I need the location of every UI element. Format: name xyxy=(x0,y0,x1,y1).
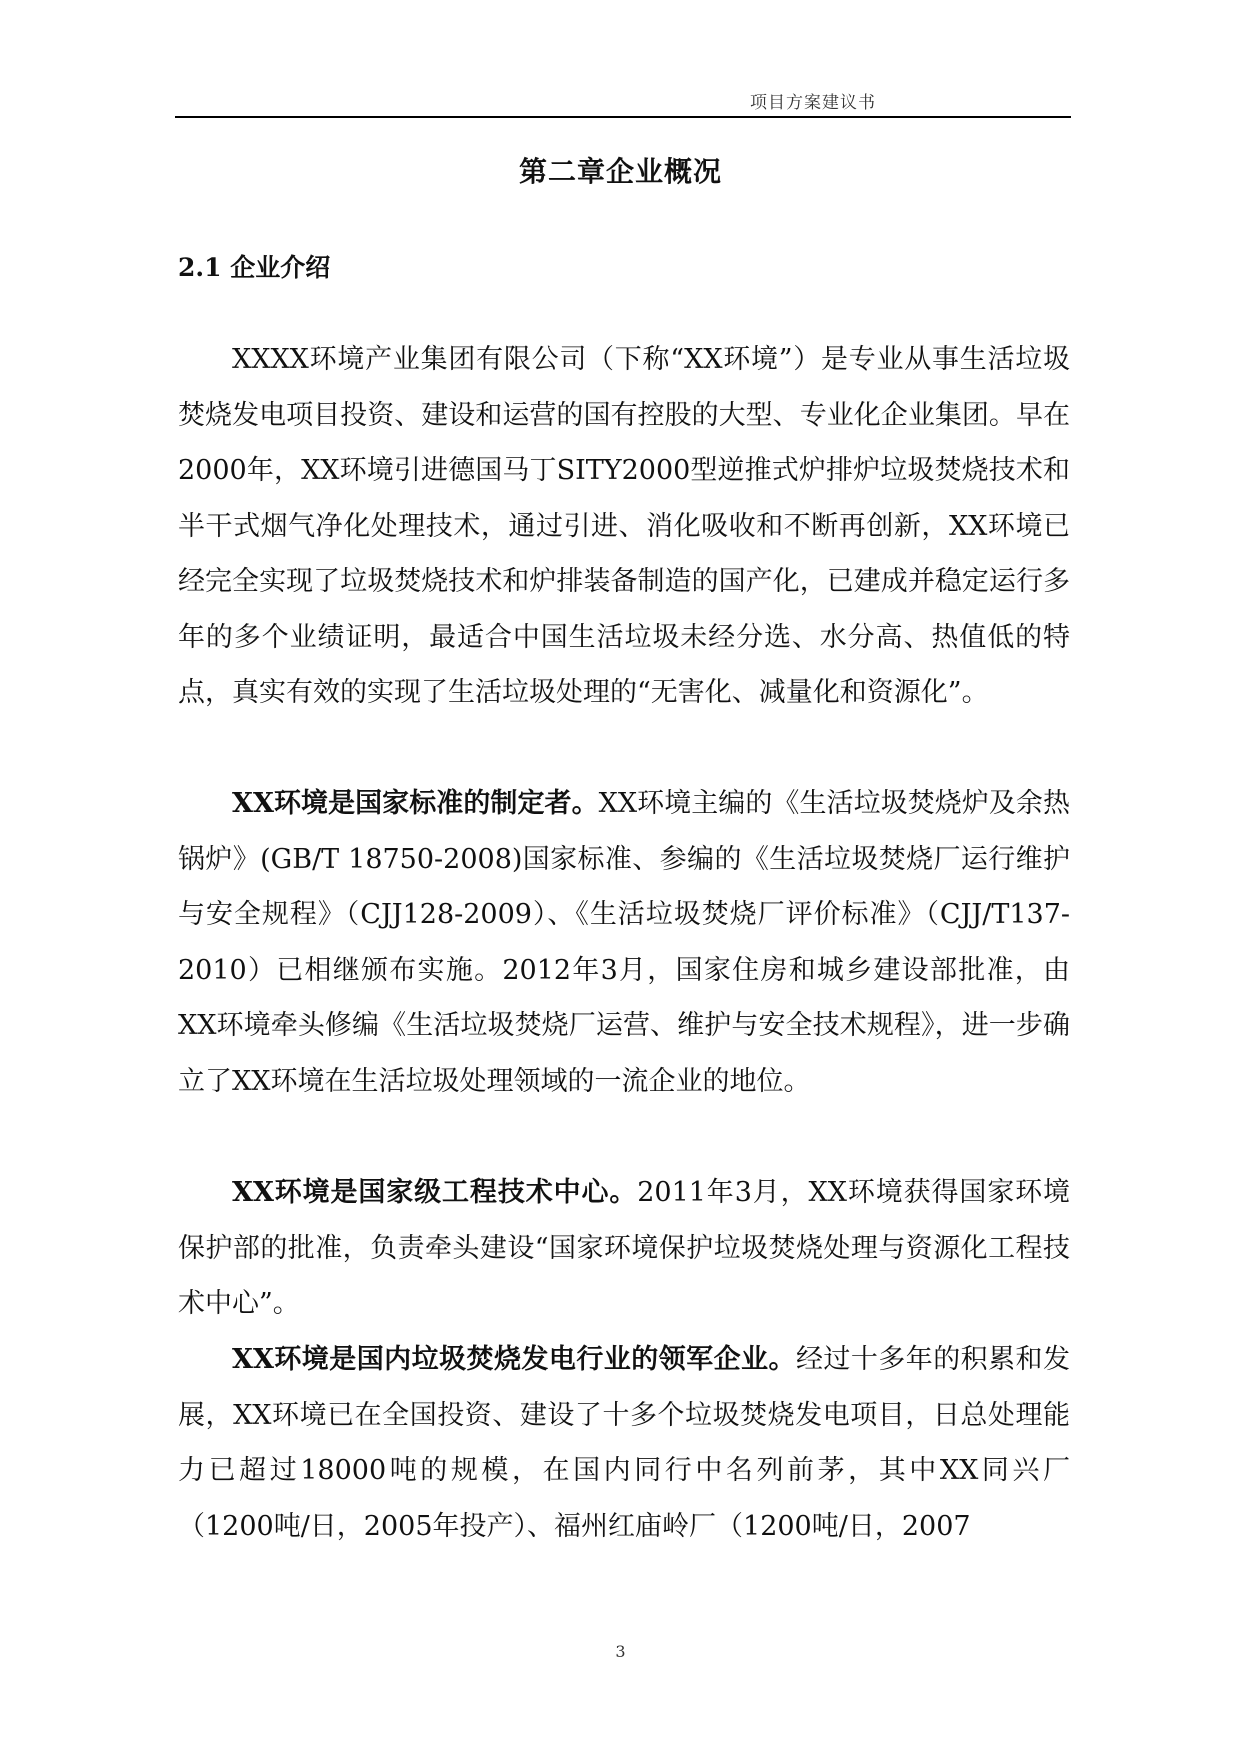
paragraph-intro xyxy=(178,332,1070,721)
page-number: 3 xyxy=(615,1642,626,1661)
section-title: 2.1 企业介绍 xyxy=(178,253,331,282)
page-header xyxy=(175,86,1071,118)
paragraph-tech-center xyxy=(178,1165,1070,1332)
paragraph-text: XX环境主编的《生活垃圾焚烧炉及余热锅炉》(GB/T 18750-2008)国家标准、参编的《生活垃圾焚烧厂运行维护与安全规程》（CJJ128-2009）、《生活垃圾焚烧厂评价标准》（CJJ/T137-2010）已相继颁布实施。2012年3月，国家住房和城乡建设部批准，由XX环境牵头修编《生活垃圾焚烧厂运营、维护与安全技术规程》，进一步确立了XX环境在生活垃圾处理领域的一流企业的地位。 xyxy=(178,788,1070,1097)
paragraph-standards xyxy=(178,776,1070,1109)
paragraph-text: XXXX环境产业集团有限公司（下称“XX环境”）是专业从事生活垃圾焚烧发电项目投资、建设和运营的国有控股的大型、专业化企业集团。早在2000年，XX环境引进德国马丁SITY2000型逆推式炉排炉垃圾焚烧技术和半干式烟气净化处理技术，通过引进、消化吸收和不断再创新，XX环境已经完全实现了垃圾焚烧技术和炉排装备制造的国产化，已建成并稳定运行多年的多个业绩证明，最适合中国生活垃圾未经分选、水分高、热值低的特点，真实有效的实现了生活垃圾处理的“无害化、减量化和资源化”。 xyxy=(178,344,1070,708)
chapter-title: 第二章企业概况 xyxy=(518,155,722,188)
paragraph-text: 2011年3月，XX环境获得国家环境保护部的批准，负责牵头建设“国家环境保护垃圾焚烧处理与资源化工程技术中心”。 xyxy=(178,1177,1070,1319)
paragraph-lead: XX环境是国内垃圾焚烧发电行业的领军企业。 xyxy=(232,1344,796,1375)
header-title: 项目方案建议书 xyxy=(750,93,876,113)
paragraph-lead: XX环境是国家标准的制定者。 xyxy=(232,788,599,819)
paragraph-industry-leader xyxy=(178,1332,1070,1554)
paragraph-lead: XX环境是国家级工程技术中心。 xyxy=(232,1177,638,1208)
paragraph-text: 经过十多年的积累和发展，XX环境已在全国投资、建设了十多个垃圾焚烧发电项目，日总处理能力已超过18000吨的规模，在国内同行中名列前茅，其中XX同兴厂（1200吨/日，2005年投产）、福州红庙岭厂（1200吨/日，2007 xyxy=(178,1344,1071,1542)
